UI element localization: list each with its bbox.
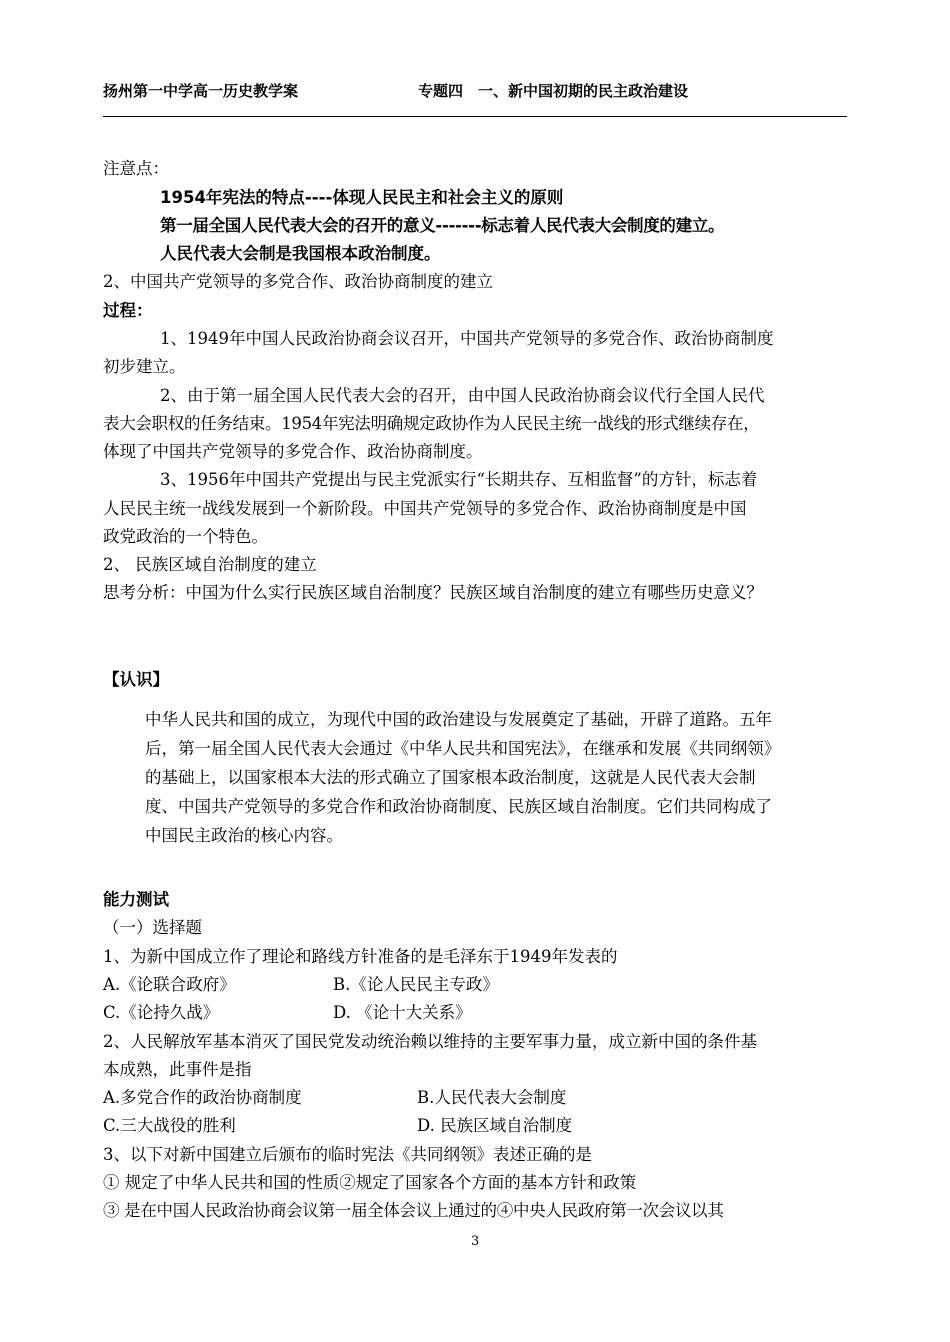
header-school-title: 扬州第一中学高一历史教学案 (103, 82, 299, 100)
question-2-stem-cont: 本成熟，此事件是指 (103, 1060, 252, 1079)
recognition-heading: 【认识】 (103, 670, 169, 689)
note-item-1: 1954年宪法的特点----体现人民民主和社会主义的原则 (160, 188, 564, 207)
question-2-option-b: B.人民代表大会制度 (417, 1088, 567, 1107)
section-heading-ethnic-autonomy: 2、 民族区域自治制度的建立 (103, 555, 317, 574)
question-3-line-2: ③ 是在中国人民政治协商会议第一届全体会议上通过的④中央人民政府第一次会议以其 (103, 1201, 724, 1220)
header-topic-title: 专题四 一、新中国初期的民主政治建设 (418, 82, 689, 100)
process-line: 表大会职权的任务结束。1954年宪法明确规定政协作为人民民主统一战线的形式继续存在， (103, 414, 760, 433)
question-2-option-c: C.三大战役的胜利 (103, 1116, 236, 1135)
process-line: 政党政治的一个特色。 (103, 527, 268, 546)
recognition-line: 中华人民共和国的成立，为现代中国的政治建设与发展奠定了基础，开辟了道路。五年 (145, 710, 772, 729)
process-line: 初步建立。 (103, 357, 186, 376)
header-divider (103, 116, 847, 117)
question-1-option-d: D. 《论十大关系》 (333, 1003, 472, 1022)
question-1-option-b: B.《论人民民主专政》 (333, 975, 499, 994)
section-heading-multiparty: 2、中国共产党领导的多党合作、政治协商制度的建立 (103, 272, 493, 291)
recognition-line: 后，第一届全国人民代表大会通过《中华人民共和国宪法》，在继承和发展《共同纲领》 (145, 739, 781, 758)
note-item-2: 第一届全国人民代表大会的召开的意义-------标志着人民代表大会制度的建立。 (160, 216, 725, 235)
test-subheading: （一）选择题 (103, 918, 202, 937)
process-line: 1、1949年中国人民政治协商会议召开，中国共产党领导的多党合作、政治协商制度 (160, 329, 774, 348)
question-2-stem: 2、人民解放军基本消灭了国民党发动统治赖以维持的主要军事力量，成立新中国的条件基 (103, 1032, 757, 1051)
question-2-option-a: A.多党合作的政治协商制度 (103, 1088, 302, 1107)
note-item-3: 人民代表大会制是我国根本政治制度。 (160, 244, 441, 263)
process-line: 2、由于第一届全国人民代表大会的召开，由中国人民政治协商会议代行全国人民代 (160, 386, 765, 405)
question-3-stem: 3、以下对新中国建立后颁布的临时宪法《共同纲领》表述正确的是 (103, 1145, 592, 1164)
process-line: 人民民主统一战线发展到一个新阶段。中国共产党领导的多党合作、政治协商制度是中国 (103, 499, 747, 518)
question-3-line-1: ① 规定了中华人民共和国的性质②规定了国家各个方面的基本方针和政策 (103, 1173, 637, 1192)
question-1-stem: 1、为新中国成立作了理论和路线方针准备的是毛泽东于1949年发表的 (103, 947, 618, 966)
page-number: 3 (471, 1234, 480, 1249)
process-label: 过程： (103, 301, 153, 320)
question-1-option-c: C.《论持久战》 (103, 1003, 220, 1022)
process-line: 体现了中国共产党领导的多党合作、政治协商制度。 (103, 442, 483, 461)
notes-label: 注意点： (103, 159, 169, 178)
question-1-option-a: A.《论联合政府》 (103, 975, 236, 994)
analysis-question: 思考分析：中国为什么实行民族区域自治制度？民族区域自治制度的建立有哪些历史意义？ (103, 583, 763, 602)
recognition-line: 的基础上，以国家根本大法的形式确立了国家根本政治制度，这就是人民代表大会制 (145, 768, 756, 787)
process-line: 3、1956年中国共产党提出与民主党派实行“长期共存、互相监督”的方针，标志着 (160, 470, 758, 489)
recognition-line: 度、中国共产党领导的多党合作和政治协商制度、民族区域自治制度。它们共同构成了 (145, 797, 772, 816)
test-heading: 能力测试 (103, 890, 169, 909)
recognition-line: 中国民主政治的核心内容。 (145, 826, 343, 845)
question-2-option-d: D. 民族区域自治制度 (417, 1116, 573, 1135)
